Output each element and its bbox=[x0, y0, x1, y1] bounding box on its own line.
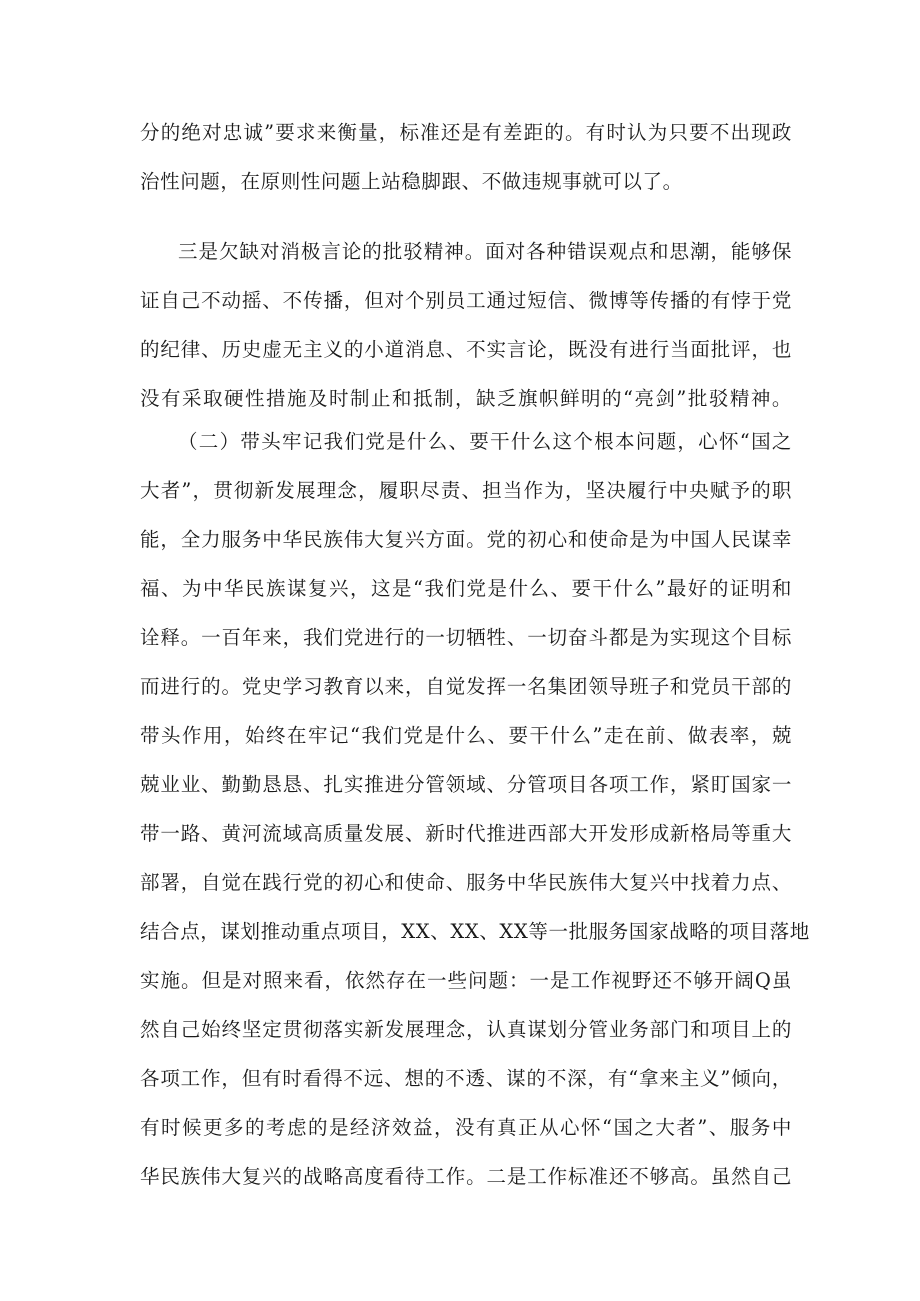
paragraph-line: 大者”，贯彻新发展理念，履职尽责、担当作为，坚决履行中央赋予的职 bbox=[140, 479, 792, 502]
paragraph-line: 而进行的。党史学习教育以来，自觉发挥一名集团领导班子和党员干部的 bbox=[140, 675, 792, 698]
paragraph-line: 带头作用，始终在牢记“我们党是什么、要干什么”走在前、做表率，兢 bbox=[140, 724, 792, 747]
paragraph-line: 能，全力服务中华民族伟大复兴方面。党的初心和使命是为中国人民谋幸 bbox=[140, 528, 792, 551]
paragraph-line: 有时候更多的考虑的是经济效益，没有真正从心怀“国之大者”、服务中 bbox=[140, 1116, 792, 1139]
paragraph-line: 兢业业、勤勤恳恳、扎实推进分管领域、分管项目各项工作，紧盯国家一 bbox=[140, 773, 792, 796]
paragraph-criticism-spirit bbox=[140, 227, 792, 423]
paragraph-line: 带一路、黄河流域高质量发展、新时代推进西部大开发形成新格局等重大 bbox=[140, 822, 792, 845]
paragraph-line: 证自己不动摇、不传播，但对个别员工通过短信、微博等传播的有悖于党 bbox=[140, 289, 792, 312]
paragraph-loyalty-standard bbox=[140, 108, 792, 206]
paragraph-line: 治性问题，在原则性问题上站稳脚跟、不做违规事就可以了。 bbox=[140, 170, 683, 193]
paragraph-line: 福、为中华民族谋复兴，这是“我们党是什么、要干什么”最好的证明和 bbox=[140, 577, 792, 600]
paragraph-line: 然自己始终坚定贯彻落实新发展理念，认真谋划分管业务部门和项目上的 bbox=[140, 1018, 792, 1041]
paragraph-line: 分的绝对忠诚”要求来衡量，标准还是有差距的。有时认为只要不出现政 bbox=[140, 121, 792, 144]
paragraph-line: 没有采取硬性措施及时制止和抵制，缺乏旗帜鲜明的“亮剑”批驳精神。 bbox=[140, 387, 792, 410]
paragraph-line: 三是欠缺对消极言论的批驳精神。面对各种错误观点和思潮，能够保 bbox=[178, 240, 792, 263]
paragraph-line: 部署，自觉在践行党的初心和使命、服务中华民族伟大复兴中找着力点、 bbox=[140, 871, 792, 894]
paragraph-line: 的纪律、历史虚无主义的小道消息、不实言论，既没有进行当面批评，也 bbox=[140, 338, 792, 361]
paragraph-line: 诠释。一百年来，我们党进行的一切牺牲、一切奋斗都是为实现这个目标 bbox=[140, 626, 792, 649]
paragraph-line: 各项工作，但有时看得不远、想的不透、谋的不深，有“拿来主义”倾向， bbox=[140, 1067, 792, 1090]
paragraph-line: 实施。但是对照来看，依然存在一些问题：一是工作视野还不够开阔Q虽 bbox=[140, 969, 792, 992]
paragraph-line: 结合点，谋划推动重点项目，XX、XX、XX等一批服务国家战略的项目落地 bbox=[140, 920, 810, 943]
paragraph-section-two bbox=[140, 417, 810, 1201]
paragraph-line: （二）带头牢记我们党是什么、要干什么这个根本问题，心怀“国之 bbox=[178, 430, 792, 453]
paragraph-line: 华民族伟大复兴的战略高度看待工作。二是工作标准还不够高。虽然自己 bbox=[140, 1165, 792, 1188]
